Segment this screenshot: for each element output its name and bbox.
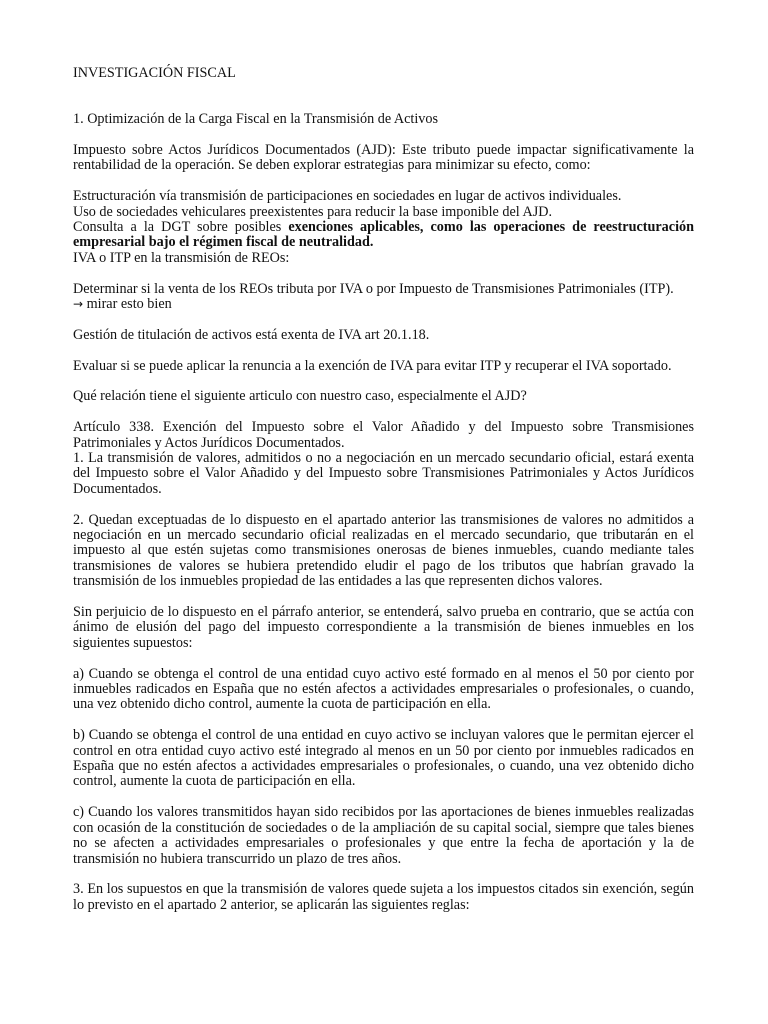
article-item: c) Cuando los valores transmitidos hayan sido recibidos por las aportaciones de bienes inmuebles realizadas con ocasión de la constitución de sociedades o de la ampliación de su capital social, siempre que tales bienes no se afecten a actividades empresariales o profesionales y que entre la fecha de aportación y la de transmisión no hubiera transcurrido un plazo de tres años. [73,804,694,867]
gestion-paragraph: Gestión de titulación de activos está exenta de IVA art 20.1.18. [73,326,430,343]
article-paragraph: 1. La transmisión de valores, admitidos o no a negociación en un mercado secundario oficial, estará exenta del Impuesto sobre el Valor Añadido y del Impuesto sobre Transmisiones Patrimoniales y Actos Jurídicos Documentados. [73,450,694,497]
strategy-bold-text: exenciones aplicables, como las operaciones de reestructuración empresarial bajo el régimen fiscal de neutralidad. [73,219,694,251]
article-paragraph: Sin perjuicio de lo dispuesto en el párrafo anterior, se entenderá, salvo prueba en contrario, que se actúa con ánimo de elusión del pago del impuesto correspondiente a la transmisión de bienes inmuebles en los siguientes supuestos: [73,604,694,651]
section-heading: 1. Optimización de la Carga Fiscal en la Transmisión de Activos [73,111,439,128]
determinar-text: Determinar si la venta de los REOs tributa por IVA o por Impuesto de Transmisiones Patrimoniales (ITP). [73,280,674,297]
note-text: mirar esto bien [86,296,172,313]
document-page [73,66,694,913]
arrow-right-icon: → [73,297,84,312]
iva-itp-heading: IVA o ITP en la transmisión de REOs: [73,249,290,266]
ajd-paragraph: Impuesto sobre Actos Jurídicos Documentados (AJD): Este tributo puede impactar significativamente la rentabilidad de la operación. Se deben explorar estrategias para minimizar su efecto, como: [73,141,694,174]
strategy-text: Consulta a la DGT sobre posibles [73,219,289,235]
article-heading: Artículo 338. Exención del Impuesto sobre el Valor Añadido y del Impuesto sobre Transmisiones Patrimoniales y Actos Jurídicos Documentados. [73,419,694,451]
strategy-item: Uso de sociedades vehiculares preexistentes para reducir la base imponible del AJD. [73,203,553,220]
article-item: b) Cuando se obtenga el control de una entidad en cuyo activo se incluyan valores que le permitan ejercer el control en otra entidad cuyo activo esté integrado al menos en un 50 por ciento por inmuebles radicados en España que no estén afectos a actividades empresariales o profesionales, o cuando, una vez obtenido dicho control, aumente la cuota de participación en ella. [73,727,694,790]
article-paragraph: 2. Quedan exceptuadas de lo dispuesto en el apartado anterior las transmisiones de valores no admitidos a negociación en un mercado secundario oficial realizadas en el mercado secundario, que tributarán en el impuesto al que estén sujetas como transmisiones onerosas de bienes inmuebles, cuando mediante tales transmisiones de valores se hubiera pretendido eludir el pago de los tributos que habrían gravado la transmisión de los inmuebles propiedad de las entidades a las que representen dichos valores. [73,511,694,590]
question-paragraph: Qué relación tiene el siguiente articulo con nuestro caso, especialmente el AJD? [73,388,527,405]
article-item: a) Cuando se obtenga el control de una entidad cuyo activo esté formado en al menos el 50 por ciento por inmuebles radicados en España que no estén afectos a actividades empresariales o profesionales, o cuando, una vez obtenido dicho control, aumente la cuota de participación en ella. [73,665,694,713]
strategy-item [73,220,694,251]
article-paragraph: 3. En los supuestos en que la transmisión de valores quede sujeta a los impuestos citados sin exención, según lo previsto en el apartado 2 anterior, se aplicarán las siguientes reglas: [73,881,694,913]
document-title: INVESTIGACIÓN FISCAL [73,65,236,81]
determinar-paragraph [73,282,694,313]
evaluar-paragraph: Evaluar si se puede aplicar la renuncia a la exención de IVA para evitar ITP y recuperar el IVA soportado. [73,357,672,374]
strategy-item: Estructuración vía transmisión de participaciones en sociedades en lugar de activos individuales. [73,188,622,205]
